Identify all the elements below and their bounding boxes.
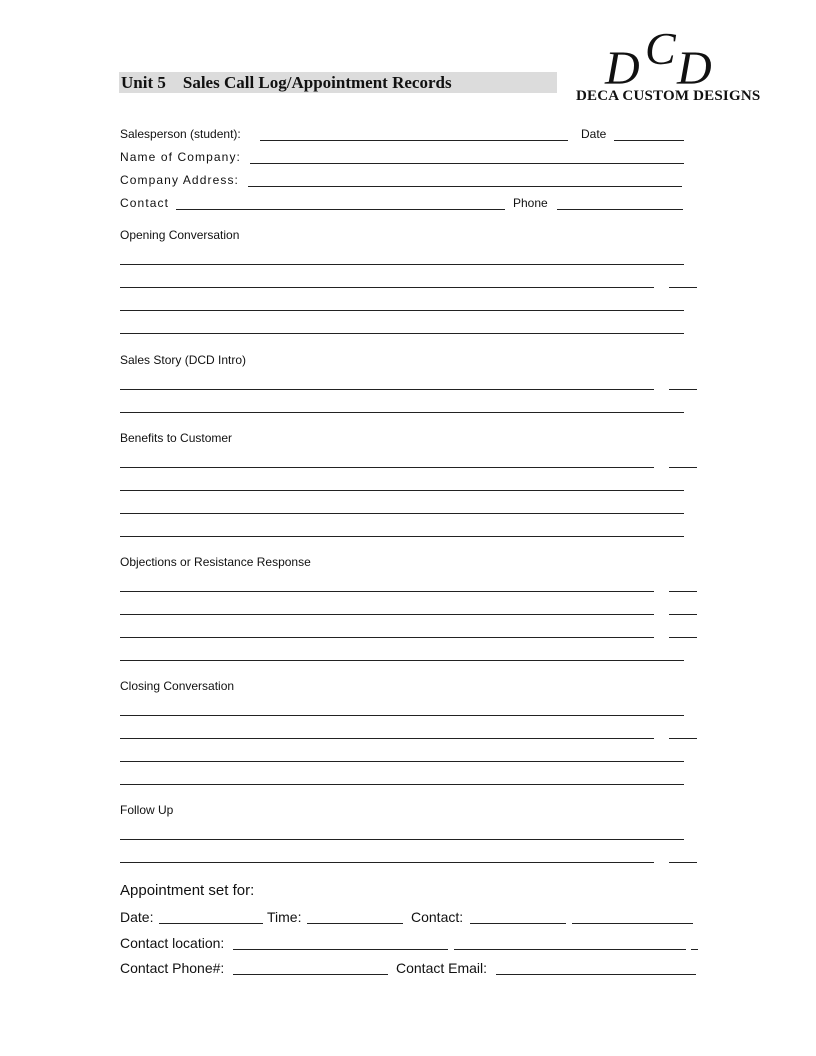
section-follow-up-label: Follow Up <box>120 803 174 817</box>
appt-contact-field-2[interactable] <box>572 923 693 924</box>
appt-email-label: Contact Email: <box>396 960 488 976</box>
objections-line-1[interactable] <box>120 591 654 592</box>
section-benefits-label: Benefits to Customer <box>120 431 233 445</box>
salesperson-field[interactable] <box>260 140 568 141</box>
salesperson-label: Salesperson (student): <box>120 127 241 141</box>
appt-time-label: Time: <box>267 909 302 925</box>
company-name-field[interactable] <box>250 163 684 164</box>
company-name-label: Name of Company: <box>120 150 241 164</box>
benefits-line-2[interactable] <box>120 490 684 491</box>
logo-c: C <box>645 28 676 74</box>
contact-label: Contact <box>120 196 170 210</box>
closing-line-2[interactable] <box>120 738 654 739</box>
company-address-label: Company Address: <box>120 173 239 187</box>
appt-email-field[interactable] <box>496 974 696 975</box>
closing-line-2-tail[interactable] <box>669 738 697 739</box>
opening-line-4[interactable] <box>120 333 684 334</box>
opening-line-1[interactable] <box>120 264 684 265</box>
sales-story-line-2[interactable] <box>120 412 684 413</box>
appt-location-field-2[interactable] <box>454 949 686 950</box>
opening-line-2-tail[interactable] <box>669 287 697 288</box>
logo-d-left: D <box>605 42 640 95</box>
phone-field[interactable] <box>557 209 683 210</box>
appt-date-field[interactable] <box>159 923 263 924</box>
opening-line-3[interactable] <box>120 310 684 311</box>
contact-field[interactable] <box>176 209 505 210</box>
objections-line-2-tail[interactable] <box>669 614 697 615</box>
benefits-line-4[interactable] <box>120 536 684 537</box>
date-label: Date <box>581 127 607 141</box>
date-field[interactable] <box>614 140 684 141</box>
objections-line-3[interactable] <box>120 637 654 638</box>
company-address-field[interactable] <box>248 186 682 187</box>
appointment-heading: Appointment set for: <box>120 882 255 899</box>
benefits-line-3[interactable] <box>120 513 684 514</box>
appt-phone-label: Contact Phone#: <box>120 960 225 976</box>
appt-location-field-3[interactable] <box>691 949 698 950</box>
section-objections-label: Objections or Resistance Response <box>120 555 311 569</box>
page-title: Unit 5 Sales Call Log/Appointment Records <box>121 73 452 92</box>
appt-phone-field[interactable] <box>233 974 388 975</box>
dcd-logo <box>575 28 760 106</box>
follow-up-line-2[interactable] <box>120 862 654 863</box>
appt-time-field[interactable] <box>307 923 403 924</box>
opening-line-2[interactable] <box>120 287 654 288</box>
follow-up-line-1[interactable] <box>120 839 684 840</box>
objections-line-1-tail[interactable] <box>669 591 697 592</box>
appt-contact-field-1[interactable] <box>470 923 566 924</box>
phone-label: Phone <box>513 196 548 210</box>
closing-line-3[interactable] <box>120 761 684 762</box>
objections-line-4[interactable] <box>120 660 684 661</box>
logo-d-right: D <box>677 42 712 95</box>
appt-location-field-1[interactable] <box>233 949 448 950</box>
appt-location-label: Contact location: <box>120 935 225 951</box>
logo-company-name: DECA CUSTOM DESIGNS <box>576 88 760 104</box>
appt-contact-label: Contact: <box>411 909 464 925</box>
sales-story-line-1-tail[interactable] <box>669 389 697 390</box>
section-sales-story-label: Sales Story (DCD Intro) <box>120 353 247 367</box>
section-closing-label: Closing Conversation <box>120 679 235 693</box>
follow-up-line-2-tail[interactable] <box>669 862 697 863</box>
appt-date-label: Date: <box>120 909 154 925</box>
closing-line-4[interactable] <box>120 784 684 785</box>
section-opening-label: Opening Conversation <box>120 228 240 242</box>
objections-line-3-tail[interactable] <box>669 637 697 638</box>
sales-story-line-1[interactable] <box>120 389 654 390</box>
objections-line-2[interactable] <box>120 614 654 615</box>
closing-line-1[interactable] <box>120 715 684 716</box>
benefits-line-1[interactable] <box>120 467 654 468</box>
benefits-line-1-tail[interactable] <box>669 467 697 468</box>
